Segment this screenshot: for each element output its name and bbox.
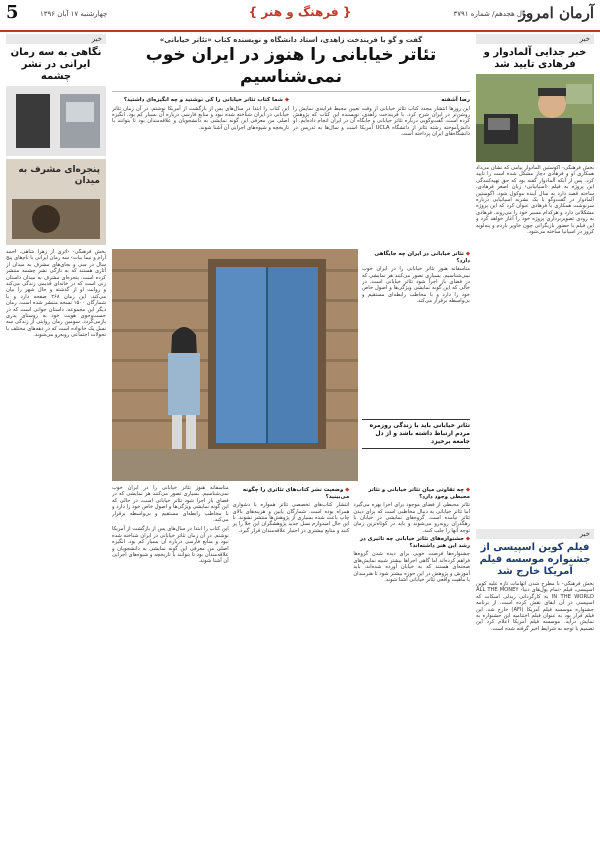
question-2-text: تئاتر خیابانی در ایران چه جایگاهی دارد؟	[374, 251, 470, 264]
book-cover-1-graphic	[6, 86, 106, 156]
pull-quote: تئاتر خیابانی باید با زندگی روزمره مردم ارتباط داشته باشد و از دل جامعه برخیزد	[362, 419, 470, 449]
bullet-icon: ◆	[463, 487, 470, 493]
news-title-novels: نگاهی به سه رمان ایرانی در نشر چشمه	[10, 47, 102, 82]
question-1	[112, 97, 289, 104]
newspaper-logo: آرمان امروز	[518, 4, 594, 22]
article-headline: تئاتر خیابانی را هنوز در ایران خوب نمی‌شناسیم	[145, 45, 437, 87]
answer-2: متاسفانه هنوز تئاتر خیابانی را در ایران خوب نمی‌شناسیم. بسیاری تصور می‌کنند هر نمایشی که در فضای باز اجرا شود تئاتر خیابانی است، در حالی که این گونه نمایشی ویژگی‌ها و اصول خاص خود را دارد و با مخاطب رابطه‌ای مستقیم و بی‌واسطه برقرار می‌کند.	[362, 266, 470, 305]
issue-date: چهارشنبه ۱۷ آبان ۱۳۹۶	[40, 10, 108, 18]
article-kicker: گفت و گو با فریندخت زاهدی، استاد دانشگاه و نویسنده کتاب «تئاتر خیابانی»	[159, 36, 423, 44]
answer-5: انتشار کتاب‌های تخصصی تئاتر همواره با دشواری همراه بوده است. شمارگان پایین و هزینه‌های بالای چاپ باعث شده بسیاری از پژوهش‌ها منتشر نشوند. با این حال امیدوارم نسل جدید پژوهشگران این خلا را پر کنند و منابع بیشتری در اختیار علاقه‌مندان قرار گیرد.	[232, 502, 350, 534]
intro-col-a	[293, 95, 470, 245]
masthead	[0, 0, 600, 32]
novels-article-body: بخش فرهنگی- ‹اثری از زهرا شاهی، احمد آرام و نیما بیات› سه رمان ایرانی با نام‌های پنج سال در سی و بجای‌های مشرف به میدان از آثاری هستند که به تازگی نشر چشمه منتشر کرده است. پنجره‌ای مشرف به میدان داستان زنی است که در خانه‌ای قدیمی زندگی می‌کند و روایت او از گذشته و حال شهر را بیان می‌کند. این رمان ۲۶۸ صفحه دارد و با شمارگان ۱۵۰۰ نسخه منتشر شده است. رمان دیگر این مجموعه، داستان جوانی است که در جست‌وجوی هویت خود به روستای پدری بازمی‌گردد. سومین رمان روایتی از زندگی سه نسل یک خانواده است که در دهه‌های مختلف با تحولات اجتماعی روبه‌رو می‌شوند.	[6, 249, 106, 339]
question-1-text: شما کتاب تئاتر خیابانی را کی نوشتید و چه انگیزه‌ای داشتید؟	[123, 97, 283, 103]
director-photo	[476, 74, 594, 162]
issue-number: سال هجدهم/ شماره ۳۷۹۱	[453, 10, 530, 18]
news-title-farhadi: خبر جدایی آلمادوار و فرهادی تایید شد	[483, 47, 587, 70]
spacey-article-body: بخش فرهنگی- با مطرح شدن اتهامات تازه علیه کوین اسپیسی، فیلم ‹تمام پول‌های دنیا› ALL THE MONEY IN THE WORLD به کارگردانی ریدلی اسکات که اسپیسی در آن ایفای نقش کرده است، از برنامه جشنواره موسسه فیلم آمریکا (AFI) خارج شد. این فیلم قرار بود به عنوان فیلم اختتامیه این جشنواره به نمایش درآید. موسسه فیلم آمریکا اعلام کرد این تصمیم با توجه به شرایط اخیر گرفته شده است.	[476, 581, 594, 632]
bullet-icon: ◆	[463, 536, 470, 543]
intro-col-b	[112, 95, 289, 245]
question-4-text: جشنواره‌های تئاتر خیابانی چه تاثیری در رشد این هنر داشته‌اند؟	[359, 536, 470, 549]
main-interview-article	[112, 34, 470, 864]
left-news-column	[6, 34, 106, 864]
news-tag: خبر	[476, 34, 594, 44]
news-tag-left: خبر	[6, 34, 106, 44]
bullet-icon: ◆	[343, 487, 350, 493]
book-cover-1	[6, 86, 106, 156]
book-cover-title: پنجره‌ای مشرف به میدان	[18, 165, 100, 186]
qa-col-b	[233, 485, 350, 864]
news-title-spacey: فیلم کوین اسپیسی از جشنواره موسسه فیلم آمریکا خارج شد	[479, 542, 591, 577]
question-5-text: وضعیت نشر کتاب‌های تئاتری را چگونه می‌بینید؟	[242, 487, 350, 500]
question-3-text: چه تفاوتی میان تئاتر خیابانی و تئاتر محیطی وجود دارد؟	[368, 487, 470, 500]
photo-row	[112, 249, 470, 481]
side-text-col	[362, 249, 470, 481]
page-number: 5	[6, 2, 19, 23]
answer-4: جشنواره‌ها فرصت خوبی برای دیده شدن گروه‌ها فراهم کرده‌اند اما گاهی اجراها بیشتر شبیه نمایش‌های صحنه‌ای هستند که به خیابان آورده شده‌اند. باید آموزش و پژوهش در این حوزه بیشتر شود تا هنرمندان با ماهیت واقعی تئاتر خیابانی آشنا شوند.	[353, 551, 470, 584]
qa-columns	[112, 485, 470, 864]
answer-2-continued: متاسفانه هنوز تئاتر خیابانی را در ایران خوب نمی‌شناسیم. بسیاری تصور می‌کنند هر نمایشی که در فضای باز اجرا شود تئاتر خیابانی است، در حالی که این گونه نمایشی ویژگی‌ها و اصول خاص خود را دارد و با مخاطب رابطه‌ای مستقیم و بی‌واسطه برقرار می‌کند.	[112, 485, 229, 524]
question-3	[353, 487, 470, 500]
intro-text: این روزها انتشار مجدد کتاب تئاتر خیابانی از وقت تعیین محیط فرایندی نمایش را روشن‌تر در ایران شرح کرد. با فریندخت زاهدی، نویسنده این کتاب که پژوهش کرده است، گفت‌وگویی درباره تئاتر خیابانی و جایگاه آن در ایران انجام داده‌ایم. او دانش‌آموخته رشته تئاتر از دانشگاه UCLA آمریکا است و سال‌ها به تدریس در دانشگاه‌های ایران پرداخته است.	[293, 105, 470, 138]
right-news-column	[476, 34, 594, 864]
author-photo	[112, 249, 358, 481]
section-title: { فرهنگ و هنر }	[248, 5, 352, 19]
qa-col-a	[353, 485, 470, 864]
bullet-icon: ◆	[282, 97, 289, 103]
answer-1: این کتاب را ابتدا در سال‌های پس از بازگشت از آمریکا نوشتم. در آن زمان تئاتر خیابانی در ایران شناخته شده نبود و منابع فارسی درباره آن بسیار کم بود. انگیزه اصلی من معرفی این گونه نمایشی به دانشجویان و علاقه‌مندان بود تا بتوانند با تاریخچه و شیوه‌های اجرایی آن آشنا شوند.	[112, 105, 289, 131]
divider	[112, 91, 470, 92]
book-cover-2	[6, 159, 106, 245]
answer-1-continued: این کتاب را ابتدا در سال‌های پس از بازگشت از آمریکا نوشتم. در آن زمان تئاتر خیابانی در ایران شناخته شده نبود و منابع فارسی درباره آن بسیار کم بود. انگیزه اصلی من معرفی این گونه نمایشی به دانشجویان و علاقه‌مندان بود تا بتوانند با تاریخچه و شیوه‌های اجرایی آن آشنا شوند.	[112, 526, 229, 565]
question-4	[353, 536, 470, 549]
farhadi-article-body: بخش فرهنگی- اکوستین آلمادوار پیامی که نشان می‌داد همکاری او و فرهادی دچار مشکل شده است را تایید کرد. پس از آنکه آلمادوار گفته بود که حق تهیه‌کنندگی این پروژه به فیلم ‹اسپانیایی› زبان اصغر فرهادی، ساخته قصد دارد به سال آینده موکول شود. اگوستین آلمادوار در گفت‌وگو با یک نشریه اسپانیایی درباره سرنوشت همکاری با فرهادی عنوان کرد که این پروژه مشکلاتی دارد و هرکدام مسیر خود را می‌روند. فرهادی به زودی تصویربرداری پروژه خود را آغاز خواهد کرد و این فیلم با حضور بازیگرانی چون خاویر باردم و پنه‌لوپه کروز در اسپانیا ساخته می‌شود.	[476, 165, 594, 236]
intro-columns	[112, 95, 470, 245]
author-name: رضا آشفته	[441, 97, 470, 103]
director-photo-graphic	[476, 74, 594, 162]
question-5	[233, 487, 350, 500]
news-tag-2: خبر	[476, 529, 594, 539]
answer-3: تئاتر محیطی از فضای موجود برای اجرا بهره می‌گیرد اما تئاتر خیابانی به دنبال مخاطبی است که برای دیدن تئاتر نیامده است. گروه‌های نمایشی در خیابان با رهگذران روبه‌رو می‌شوند و باید در کوتاه‌ترین زمان توجه آنها را جلب کنند.	[353, 502, 470, 534]
author-photo-graphic	[112, 249, 358, 481]
qa-col-c	[112, 485, 229, 864]
bullet-icon: ◆	[463, 251, 470, 257]
question-2	[362, 251, 470, 264]
